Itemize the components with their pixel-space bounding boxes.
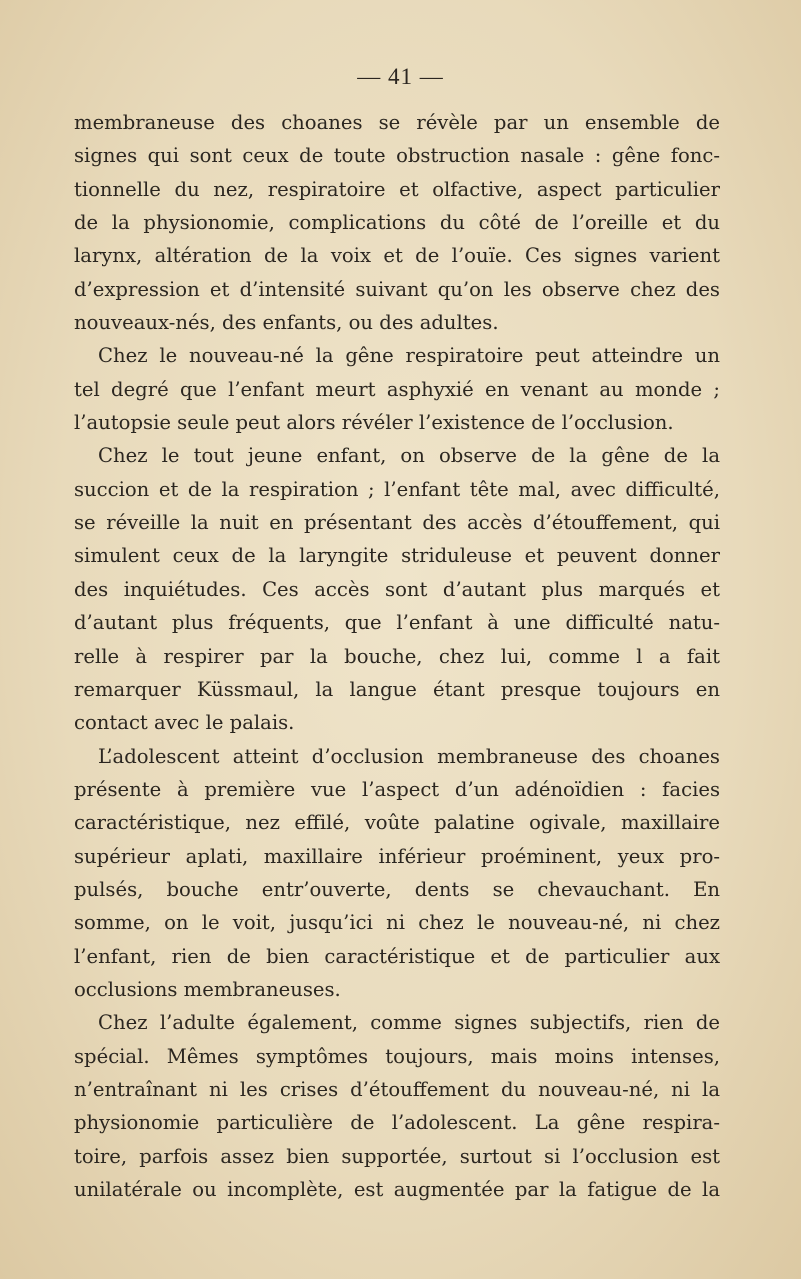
text-line: occlusions membraneuses. — [74, 977, 341, 1001]
text-line: d’autant plus fréquents, que l’enfant à une difficulté natu- — [74, 611, 720, 635]
text-line: somme, on le voit, jusqu’ici ni chez le nouveau-né, ni chez — [74, 911, 720, 935]
text-line: l’autopsie seule peut alors révéler l’existence de l’occlusion. — [74, 411, 674, 435]
text-line: l’enfant, rien de bien caractéristique et de particulier aux — [74, 944, 720, 968]
text-line: spécial. Mêmes symptômes toujours, mais moins intenses, — [74, 1044, 720, 1068]
text-line: L’adolescent atteint d’occlusion membraneuse des choanes — [98, 744, 720, 768]
text-line: physionomie particulière de l’adolescent. La gêne respira- — [74, 1111, 720, 1135]
text-line: pulsés, bouche entr’ouverte, dents se chevauchant. En — [74, 877, 720, 901]
text-line: relle à respirer par la bouche, chez lui, comme l a fait — [74, 644, 720, 668]
text-line: signes qui sont ceux de toute obstruction nasale : gêne fonc- — [74, 144, 720, 168]
text-line: Chez le nouveau-né la gêne respiratoire peut atteindre un — [98, 344, 720, 368]
text-line: membraneuse des choanes se révèle par un ensemble de — [74, 111, 720, 134]
text-line: contact avec le palais. — [74, 711, 295, 735]
text-line: unilatérale ou incomplète, est augmentée par la fatigue de la — [74, 1178, 720, 1201]
text-line: nouveaux-nés, des enfants, ou des adultes. — [74, 311, 499, 335]
paragraph — [74, 439, 720, 739]
body-text — [74, 106, 720, 1206]
text-line: d’expression et d’intensité suivant qu’on les observe chez des — [74, 277, 720, 301]
text-line: des inquiétudes. Ces accès sont d’autant plus marqués et — [74, 577, 720, 601]
page-number: — 41 — — [357, 64, 444, 89]
text-line: Chez le tout jeune enfant, on observe de la gêne de la — [98, 444, 720, 468]
text-line: tel degré que l’enfant meurt asphyxié en venant au monde ; — [74, 377, 720, 401]
text-line: tionnelle du nez, respiratoire et olfactive, aspect particulier — [74, 177, 720, 201]
text-line: présente à première vue l’aspect d’un adénoïdien : facies — [74, 777, 720, 801]
text-line: larynx, altération de la voix et de l’ouïe. Ces signes varient — [74, 244, 720, 268]
paragraph — [74, 1006, 720, 1206]
text-line: caractéristique, nez effilé, voûte palatine ogivale, maxillaire — [74, 811, 720, 835]
text-line: n’entraînant ni les crises d’étouffement du nouveau-né, ni la — [74, 1077, 720, 1101]
paragraph — [74, 339, 720, 439]
text-line: simulent ceux de la laryngite striduleuse et peuvent donner — [74, 544, 720, 568]
text-line: toire, parfois assez bien supportée, surtout si l’occlusion est — [74, 1144, 720, 1168]
text-line: succion et de la respiration ; l’enfant tête mal, avec difficulté, — [74, 477, 720, 501]
text-line: remarquer Küssmaul, la langue étant presque toujours en — [74, 677, 720, 701]
paragraph — [74, 106, 720, 339]
text-line: Chez l’adulte également, comme signes subjectifs, rien de — [98, 1011, 720, 1035]
paragraph — [74, 740, 720, 1007]
text-line: se réveille la nuit en présentant des accès d’étouffement, qui — [74, 511, 720, 535]
text-line: de la physionomie, complications du côté de l’oreille et du — [74, 211, 720, 235]
text-line: supérieur aplati, maxillaire inférieur proéminent, yeux pro- — [74, 844, 720, 868]
